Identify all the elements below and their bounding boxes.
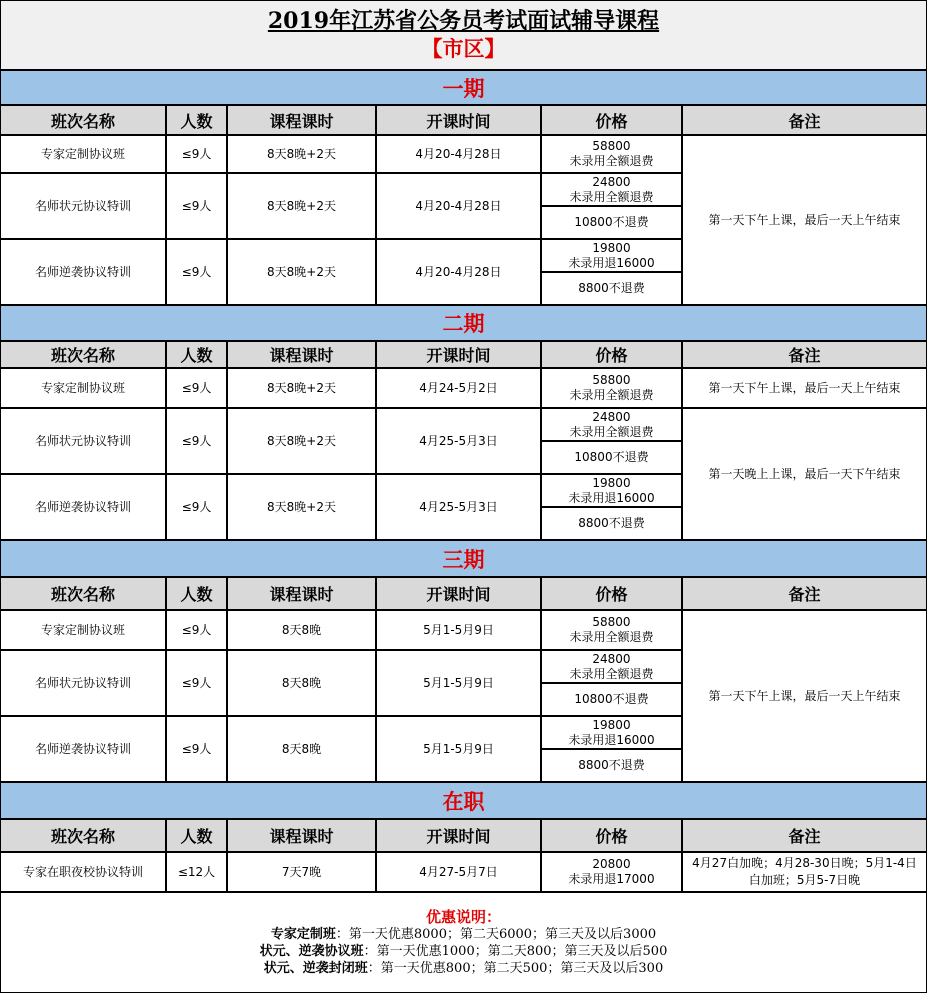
hours-cell: 8天8晚: [227, 610, 376, 650]
price-refund-cell: 19800 未录用退16000: [541, 716, 682, 749]
header-remarks: 备注: [682, 577, 927, 610]
hours-cell: 7天7晚: [227, 852, 376, 892]
start-date-cell: 4月25-5月3日: [376, 408, 541, 474]
header-people: 人数: [166, 819, 227, 852]
price-nonrefund-cell: 10800不退费: [541, 206, 682, 239]
price-nonrefund-cell: 8800不退费: [541, 272, 682, 305]
class-name-cell: 名师逆袭协议特训: [0, 716, 166, 782]
class-name-cell: 专家定制协议班: [0, 610, 166, 650]
discount-panel: [0, 892, 927, 993]
header-remarks: 备注: [682, 819, 927, 852]
class-name-cell: 专家定制协议班: [0, 135, 166, 173]
header-price: 价格: [541, 105, 682, 135]
start-date-cell: 5月1-5月9日: [376, 716, 541, 782]
hours-cell: 8天8晚+2天: [227, 135, 376, 173]
discount-text: ：第一天优惠8000；第二天6000；第三天及以后3000: [335, 927, 657, 942]
title-banner: [0, 0, 927, 70]
remarks-cell: 4月27白加晚；4月28-30日晚；5月1-4日白加班；5月5-7日晚: [682, 852, 927, 892]
start-date-cell: 4月20-4月28日: [376, 135, 541, 173]
price-refund-cell: 24800 未录用全额退费: [541, 408, 682, 441]
page-title: 2019年江苏省公务员考试面试辅导课程: [267, 8, 660, 34]
hours-cell: 8天8晚+2天: [227, 408, 376, 474]
header-hours: 课程课时: [227, 577, 376, 610]
price-cell: 58800 未录用全额退费: [541, 610, 682, 650]
discount-label: 状元、逆袭协议班: [259, 944, 364, 959]
header-remarks: 备注: [682, 105, 927, 135]
class-name-cell: 名师逆袭协议特训: [0, 474, 166, 540]
header-class-name: 班次名称: [0, 819, 166, 852]
header-start-date: 开课时间: [376, 341, 541, 368]
people-cell: ≤12人: [166, 852, 227, 892]
people-cell: ≤9人: [166, 610, 227, 650]
region-subtitle: 【市区】: [421, 36, 506, 61]
remarks-cell: 第一天下午上课，最后一天上午结束: [682, 368, 927, 408]
class-name-cell: 专家在职夜校协议特训: [0, 852, 166, 892]
price-refund-cell: 24800 未录用全额退费: [541, 650, 682, 683]
header-people: 人数: [166, 105, 227, 135]
price-refund-cell: 24800 未录用全额退费: [541, 173, 682, 206]
people-cell: ≤9人: [166, 239, 227, 305]
header-class-name: 班次名称: [0, 577, 166, 610]
start-date-cell: 4月20-4月28日: [376, 173, 541, 239]
header-people: 人数: [166, 341, 227, 368]
start-date-cell: 4月24-5月2日: [376, 368, 541, 408]
class-name-cell: 专家定制协议班: [0, 368, 166, 408]
price-nonrefund-cell: 8800不退费: [541, 749, 682, 782]
class-name-cell: 名师状元协议特训: [0, 650, 166, 716]
header-price: 价格: [541, 341, 682, 368]
header-start-date: 开课时间: [376, 105, 541, 135]
discount-line: [260, 943, 668, 960]
header-hours: 课程课时: [227, 341, 376, 368]
people-cell: ≤9人: [166, 650, 227, 716]
hours-cell: 8天8晚: [227, 716, 376, 782]
price-refund-cell: 19800 未录用退16000: [541, 474, 682, 507]
class-name-cell: 名师逆袭协议特训: [0, 239, 166, 305]
hours-cell: 8天8晚+2天: [227, 173, 376, 239]
remarks-cell: 第一天下午上课，最后一天上午结束: [682, 610, 927, 782]
class-name-cell: 名师状元协议特训: [0, 408, 166, 474]
price-nonrefund-cell: 8800不退费: [541, 507, 682, 540]
header-people: 人数: [166, 577, 227, 610]
period-heading: 二期: [0, 305, 927, 341]
period-heading: 三期: [0, 540, 927, 577]
period-heading: 在职: [0, 782, 927, 819]
period-heading: 一期: [0, 70, 927, 105]
price-refund-cell: 19800 未录用退16000: [541, 239, 682, 272]
remarks-cell: 第一天下午上课，最后一天上午结束: [682, 135, 927, 305]
header-class-name: 班次名称: [0, 341, 166, 368]
hours-cell: 8天8晚+2天: [227, 239, 376, 305]
people-cell: ≤9人: [166, 408, 227, 474]
start-date-cell: 5月1-5月9日: [376, 650, 541, 716]
discount-line: [264, 960, 663, 977]
remarks-cell: 第一天晚上上课，最后一天下午结束: [682, 408, 927, 540]
people-cell: ≤9人: [166, 474, 227, 540]
price-cell: 58800 未录用全额退费: [541, 135, 682, 173]
discount-heading: 优惠说明：: [425, 908, 501, 926]
header-class-name: 班次名称: [0, 105, 166, 135]
discount-text: ：第一天优惠1000；第二天800；第三天及以后500: [363, 944, 668, 959]
hours-cell: 8天8晚: [227, 650, 376, 716]
people-cell: ≤9人: [166, 135, 227, 173]
start-date-cell: 4月20-4月28日: [376, 239, 541, 305]
header-start-date: 开课时间: [376, 819, 541, 852]
hours-cell: 8天8晚+2天: [227, 474, 376, 540]
price-cell: 20800 未录用退17000: [541, 852, 682, 892]
price-nonrefund-cell: 10800不退费: [541, 683, 682, 716]
hours-cell: 8天8晚+2天: [227, 368, 376, 408]
header-price: 价格: [541, 577, 682, 610]
discount-label: 状元、逆袭封闭班: [263, 961, 368, 976]
header-price: 价格: [541, 819, 682, 852]
header-start-date: 开课时间: [376, 577, 541, 610]
discount-text: ：第一天优惠800；第二天500；第三天及以后300: [367, 961, 664, 976]
start-date-cell: 4月27-5月7日: [376, 852, 541, 892]
people-cell: ≤9人: [166, 173, 227, 239]
people-cell: ≤9人: [166, 368, 227, 408]
price-cell: 58800 未录用全额退费: [541, 368, 682, 408]
class-name-cell: 名师状元协议特训: [0, 173, 166, 239]
price-nonrefund-cell: 10800不退费: [541, 441, 682, 474]
header-remarks: 备注: [682, 341, 927, 368]
discount-label: 专家定制班: [270, 927, 336, 942]
header-hours: 课程课时: [227, 819, 376, 852]
header-hours: 课程课时: [227, 105, 376, 135]
start-date-cell: 4月25-5月3日: [376, 474, 541, 540]
people-cell: ≤9人: [166, 716, 227, 782]
discount-line: [271, 926, 656, 943]
start-date-cell: 5月1-5月9日: [376, 610, 541, 650]
